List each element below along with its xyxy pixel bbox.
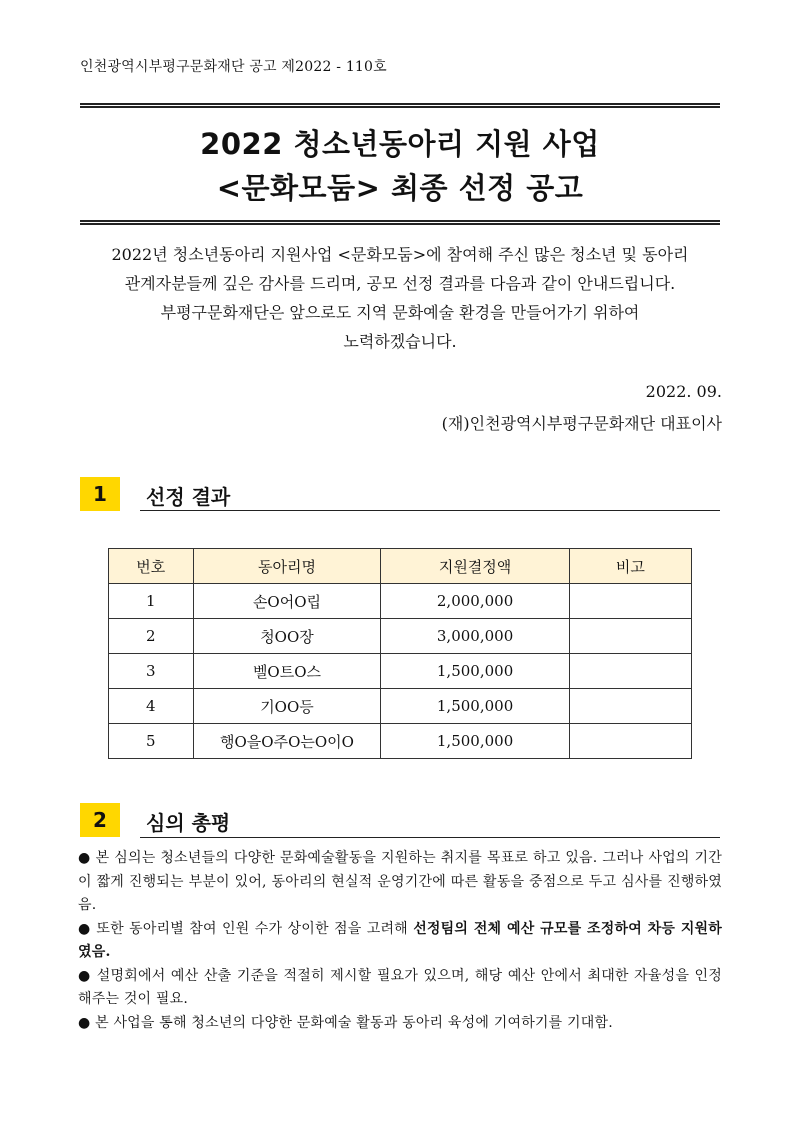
notice-date: 2022. 09. <box>645 382 722 401</box>
bullet-icon: ● <box>78 967 92 984</box>
table-row <box>109 724 692 759</box>
cell-club-name: 기OO등 <box>193 689 381 724</box>
review-text: 본 사업을 통해 청소년의 다양한 문화예술 활동과 동아리 육성에 기여하기를 기대함. <box>95 1014 613 1031</box>
notice-number: 인천광역시부평구문화재단 공고 제2022 - 110호 <box>80 59 387 75</box>
review-paragraph <box>78 1012 722 1036</box>
table-row <box>109 654 692 689</box>
page-title-line2: <문화모둠> 최종 선정 공고 <box>216 171 584 205</box>
cell-club-name: 벨O트O스 <box>193 654 381 689</box>
cell-amount: 2,000,000 <box>381 584 569 619</box>
review-summary <box>78 847 722 1035</box>
review-text: 본 심의는 청소년들의 다양한 문화예술활동을 지원하는 취지를 목표로 하고 있음. 그러나 사업의 기간이 짧게 진행되는 부분이 있어, 동아리의 현실적 운영기간에 따른 활동을 중점으로 두고 심사를 진행하였음. <box>78 850 722 913</box>
table-header-row <box>109 549 692 584</box>
cell-amount: 1,500,000 <box>381 724 569 759</box>
issuer-organization: (재)인천광역시부평구문화재단 대표이사 <box>441 414 722 433</box>
cell-remarks <box>569 584 691 619</box>
intro-line: 관계자분들께 깊은 감사를 드리며, 공모 선정 결과를 다음과 같이 안내드립니다. <box>124 274 676 293</box>
cell-number: 4 <box>109 689 194 724</box>
intro-line: 2022년 청소년동아리 지원사업 <문화모둠>에 참여해 주신 많은 청소년 및 동아리 <box>111 245 689 264</box>
bullet-icon: ● <box>78 850 91 866</box>
section1-number-badge: 1 <box>80 477 120 511</box>
table-row <box>109 584 692 619</box>
selection-result-table <box>108 548 692 759</box>
cell-remarks <box>569 724 691 759</box>
review-paragraph <box>78 918 722 965</box>
review-text: 또한 동아리별 참여 인원 수가 상이한 점을 고려해 <box>96 920 414 937</box>
bullet-icon: ● <box>78 1014 91 1031</box>
cell-club-name: 손O어O립 <box>193 584 381 619</box>
table-row <box>109 619 692 654</box>
header-amount: 지원결정액 <box>381 549 569 584</box>
page-title-line1: 2022 청소년동아리 지원 사업 <box>200 127 600 161</box>
review-text: 설명회에서 예산 산출 기준을 적절히 제시할 필요가 있으며, 해당 예산 안에서 최대한 자율성을 인정해주는 것이 필요. <box>78 967 723 1007</box>
cell-remarks <box>569 654 691 689</box>
cell-number: 1 <box>109 584 194 619</box>
cell-number: 2 <box>109 619 194 654</box>
cell-number: 3 <box>109 654 194 689</box>
review-paragraph <box>78 965 722 1012</box>
cell-amount: 1,500,000 <box>381 654 569 689</box>
title-box <box>80 103 720 225</box>
cell-amount: 1,500,000 <box>381 689 569 724</box>
header-number: 번호 <box>109 549 194 584</box>
cell-club-name: 행O을O주O는O이O <box>193 724 381 759</box>
section1-divider <box>140 510 720 511</box>
section1-title: 선정 결과 <box>146 485 231 509</box>
cell-remarks <box>569 619 691 654</box>
section2-title: 심의 총평 <box>146 811 231 835</box>
cell-remarks <box>569 689 691 724</box>
review-text-emphasis: 선정팀의 전체 예산 규모를 조정하여 차등 지원하였음. <box>78 920 722 960</box>
review-paragraph <box>78 847 722 918</box>
section2-number-badge: 2 <box>80 803 120 837</box>
bullet-icon: ● <box>78 920 92 937</box>
intro-text <box>80 240 720 356</box>
intro-line: 노력하겠습니다. <box>343 332 457 351</box>
section2-divider <box>140 837 720 838</box>
intro-line: 부평구문화재단은 앞으로도 지역 문화예술 환경을 만들어가기 위하여 <box>160 303 640 322</box>
header-club-name: 동아리명 <box>193 549 381 584</box>
cell-club-name: 청OO장 <box>193 619 381 654</box>
cell-amount: 3,000,000 <box>381 619 569 654</box>
table-row <box>109 689 692 724</box>
cell-number: 5 <box>109 724 194 759</box>
header-remarks: 비고 <box>569 549 691 584</box>
